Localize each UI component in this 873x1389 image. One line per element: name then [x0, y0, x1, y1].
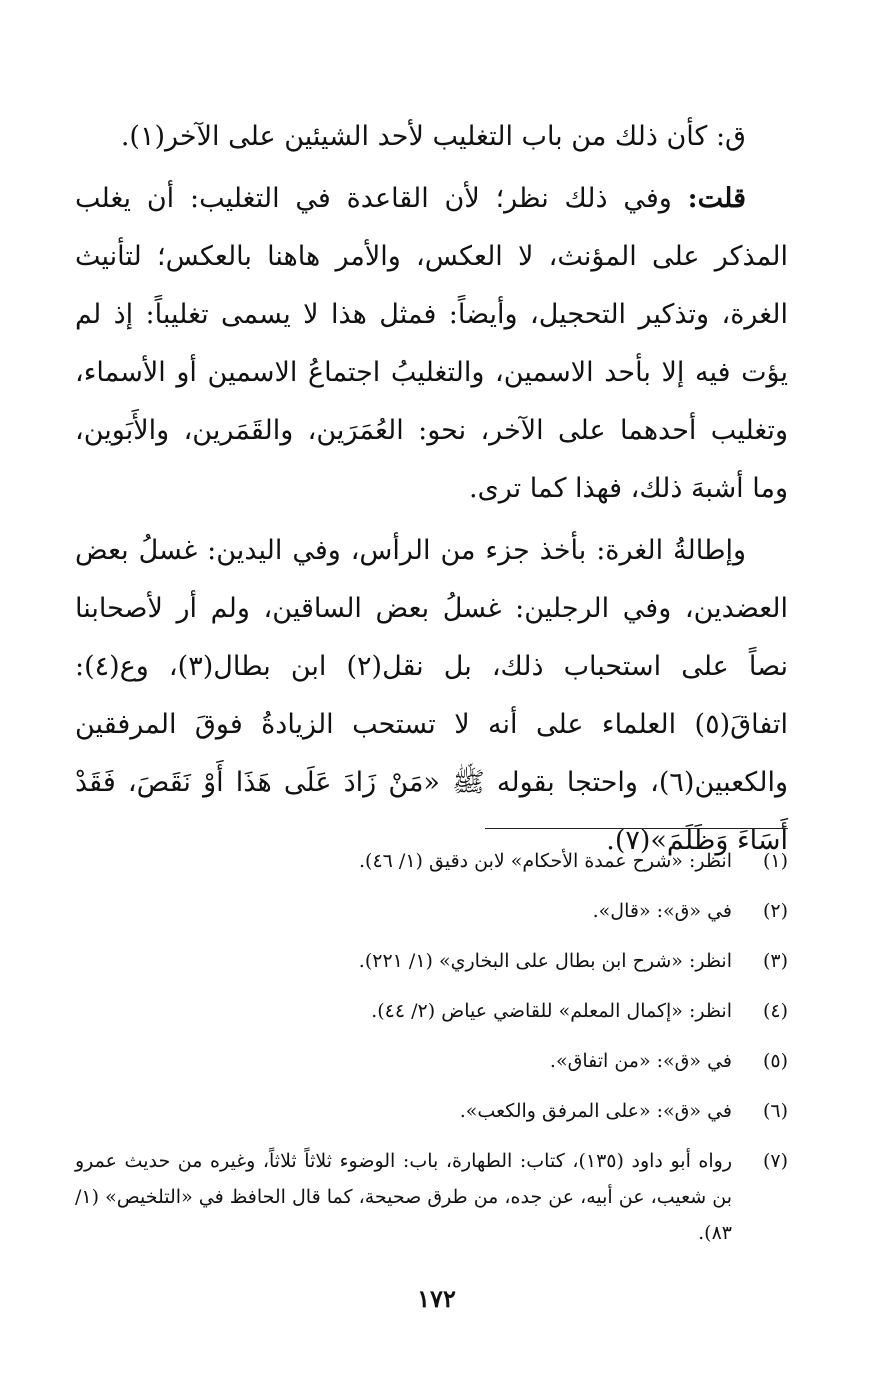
- paragraph-2-lead: قلت:: [687, 183, 746, 214]
- footnote-text: انظر: «إكمال المعلم» للقاضي عياض (٢/ ٤٤).: [371, 1000, 732, 1022]
- main-text: [75, 108, 788, 870]
- paragraph-2: [75, 170, 788, 518]
- footnote-text: انظر: «شرح ابن بطال على البخاري» (١/ ٢٢١).: [358, 950, 732, 972]
- footnote-number: (٥): [762, 1050, 788, 1072]
- footnote-text: في «ق»: «قال».: [592, 900, 732, 922]
- footnote: [75, 1143, 788, 1251]
- footnote-text: في «ق»: «على المرفق والكعب».: [459, 1100, 732, 1122]
- paragraph-1: ق: كأن ذلك من باب التغليب لأحد الشيئين على الآخر(١).: [120, 121, 746, 152]
- footnote-text: في «ق»: «من اتفاق».: [549, 1050, 732, 1072]
- footnote-divider: [485, 828, 788, 829]
- footnote-number: (٢): [762, 900, 788, 922]
- footnote: [75, 893, 788, 929]
- footnote-text: رواه أبو داود (١٣٥)، كتاب: الطهارة، باب: الوضوء ثلاثاً ثلاثاً، وغيره من حديث عمرو بن شعيب، عن أبيه، عن جده، من طرق صحيحة، كما قال الحافظ في «التلخيص» (١/ ٨٣).: [75, 1150, 733, 1244]
- footnote: [75, 843, 788, 879]
- footnote-text: انظر: «شرح عمدة الأحكام» لابن دقيق (١/ ٤٦).: [358, 850, 732, 872]
- footnote-number: (٧): [762, 1150, 788, 1172]
- footnote: [75, 1043, 788, 1079]
- paragraph-2-text: وفي ذلك نظر؛ لأن القاعدة في التغليب: أن يغلب المذكر على المؤنث، لا العكس، والأمر هاهنا بالعكس؛ لتأنيث الغرة، وتذكير التحجيل، وأيضاً: فمثل هذا لا يسمى تغليباً: إذ لم يؤت فيه إلا بأحد الاسمين، والتغليبُ اجتماعُ الاسمين أو الأسماء، وتغليب أحدهما على الآخر، نحو: العُمَرَين، والقَمَرين، والأَبَوين، وما أشبهَ ذلك، فهذا كما ترى.: [75, 183, 788, 504]
- footnote-number: (٣): [762, 950, 788, 972]
- page-number: ١٧٢: [417, 1284, 456, 1313]
- footnote-number: (١): [762, 850, 788, 872]
- footnotes: [75, 843, 788, 1265]
- paragraph-3: وإطالةُ الغرة: بأخذ جزء من الرأس، وفي اليدين: غسلُ بعض العضدين، وفي الرجلين: غسلُ بعض الساقين، ولم أر لأصحابنا نصاً على استحباب ذلك، بل نقل(٢) ابن بطال(٣)، وع(٤): اتفاقَ(٥) العلماء على أنه لا تستحب الزيادةُ فوقَ المرفقين والكعبين(٦)، واحتجا بقوله ﷺ «مَنْ زَادَ عَلَى هَذَا أَوْ نَقَصَ، فَقَدْ أَسَاءَ وَظَلَمَ»(٧).: [75, 535, 789, 856]
- footnote-number: (٤): [762, 1000, 788, 1022]
- footnote: [75, 993, 788, 1029]
- footnote: [75, 943, 788, 979]
- footnote: [75, 1093, 788, 1129]
- footnote-number: (٦): [762, 1100, 788, 1122]
